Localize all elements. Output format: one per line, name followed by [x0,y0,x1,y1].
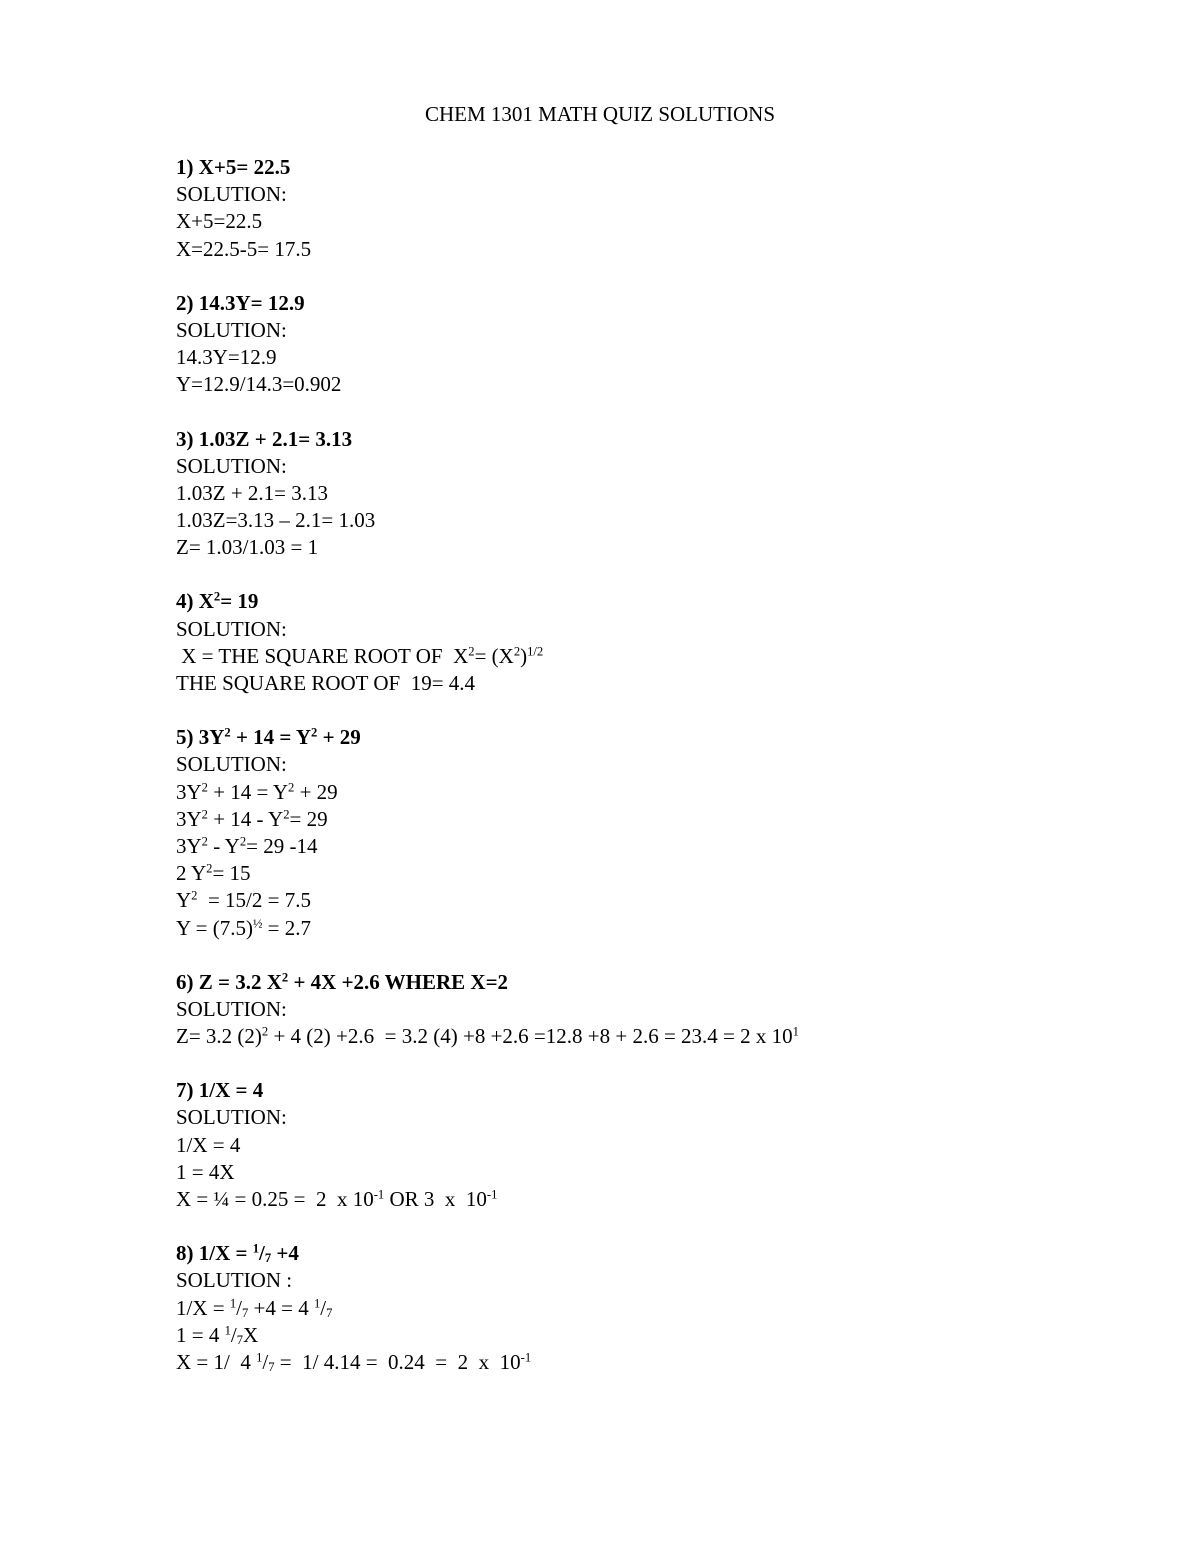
solution-step: X+5=22.5 [176,209,263,234]
problem-block [176,1077,1136,1213]
problem-question: 7) 1/X = 4 [176,1078,264,1103]
problem-block [176,154,1136,263]
solution-step: 14.3Y=12.9 [176,345,277,370]
solution-step: X = THE SQUARE ROOT OF $X^2= (X^2)^{1/2}$ [176,643,544,668]
solution-label: SOLUTION: [176,1105,287,1130]
solutions-list [176,154,1136,1403]
page-title: CHEM 1301 MATH QUIZ SOLUTIONS [425,102,775,126]
problem-question: 2) 14.3Y= 12.9 [176,290,305,315]
solution-step: 1.03Z + 2.1= 3.13 [176,480,329,505]
solution-step: Y=12.9/14.3=0.902 [176,372,342,397]
problem-question: 5) $3Y^2 + 14 = Y^2 + 29$ [176,725,361,750]
solution-step: 1/X = 4 [176,1132,241,1157]
problem-question: 6) Z = 3.2 $X^2 + 4X +2.6$ WHERE X=2 [176,969,509,994]
problem-question: 8) $1/X = ^1/_7 +4$ [176,1241,299,1266]
solution-step: $1/X = ^1/_7 +4 = 4$ $^1/_7$ [176,1295,333,1320]
problem-question: 3) 1.03Z + 2.1= 3.13 [176,426,353,451]
problem-block [176,724,1136,942]
solution-step: 1 = 4X [176,1159,235,1184]
solution-step: 2 $Y^2= 15$ [176,861,251,886]
solution-step: X = 1/ 4 $^1/_7 = 1/$ 4.14 = 0.24 = 2 x $10^{-1}$ [176,1349,532,1374]
problem-question: 1) X+5= 22.5 [176,155,291,179]
solution-label: SOLUTION: [176,752,287,777]
solution-step: $3Y^2 + 14 - Y^2= 29$ [176,806,328,831]
solution-step: Z= 3.2 $(2)^2 + 4$ (2) +2.6 = 3.2 (4) +8 +2.6 =12.8 +8 + 2.6 = 23.4 = 2 x $10^1$ [176,1024,799,1049]
solution-label: SOLUTION: [176,317,287,342]
solution-label: SOLUTION : [176,1268,293,1293]
problem-block [176,1240,1136,1376]
solution-step: X=22.5-5= 17.5 [176,236,312,261]
problem-block [176,426,1136,562]
solution-step: 1 = 4 $^1/_7X$ [176,1322,259,1347]
problem-block [176,969,1136,1051]
solution-step: $Y = (7.5)^{\frac{1}{2}} = 2.7$ [176,915,312,940]
problem-block [176,290,1136,399]
solution-label: SOLUTION: [176,182,287,207]
solution-step: $3Y^2 - Y^2= 29$ -14 [176,833,318,858]
solution-step: 1.03Z=3.13 – 2.1= 1.03 [176,508,376,533]
solution-label: SOLUTION: [176,996,287,1021]
solution-label: SOLUTION: [176,616,287,641]
solution-step: THE SQUARE ROOT OF 19= 4.4 [176,671,476,695]
solution-step: $3Y^2 + 14 = Y^2 + 29$ [176,779,338,804]
solution-step: $Y^2 = 15/2 = 7.5$ [176,888,311,913]
solution-step: Z= 1.03/1.03 = 1 [176,535,319,560]
solution-step: X = ¼ = 0.25 = 2 x $10^{-1}$ OR 3 x $10^{-1}$ [176,1187,498,1211]
solution-label: SOLUTION: [176,453,287,478]
problem-block [176,588,1136,697]
problem-question: 4) $X^2= 19$ [176,589,259,614]
